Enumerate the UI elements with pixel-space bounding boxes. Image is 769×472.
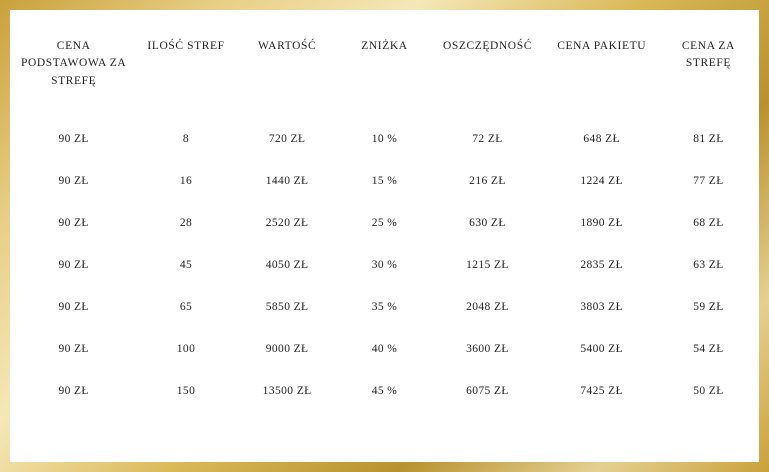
table-row: [10, 98, 759, 160]
table-row: [10, 370, 759, 412]
cell-package-price: 5400 ZŁ: [580, 342, 624, 355]
cell-base-price: 90 ZŁ: [58, 342, 89, 355]
column-header-discount: ZNIŻKA: [361, 40, 408, 52]
cell-discount: 30 %: [371, 258, 398, 271]
cell-package-price: 2835 ZŁ: [580, 258, 624, 271]
table-row: [10, 244, 759, 286]
column-header-base-price: CENA PODSTAWOWA ZA STREFĘ: [21, 40, 127, 87]
column-header-value: WARTOŚĆ: [257, 40, 317, 52]
cell-discount: 10 %: [371, 132, 398, 145]
cell-base-price: 90 ZŁ: [58, 216, 89, 229]
cell-price-per-zone: 54 ZŁ: [693, 342, 724, 355]
cell-savings: 6075 ZŁ: [466, 384, 509, 397]
cell-price-per-zone: 81 ZŁ: [693, 132, 724, 145]
cell-discount: 35 %: [371, 300, 398, 313]
cell-zone-count: 150: [176, 384, 196, 397]
pricing-table: [10, 10, 759, 412]
cell-zone-count: 16: [179, 174, 193, 187]
cell-base-price: 90 ZŁ: [58, 174, 89, 187]
cell-zone-count: 45: [179, 258, 193, 271]
cell-base-price: 90 ZŁ: [58, 258, 89, 271]
table-row: [10, 328, 759, 370]
cell-package-price: 3803 ZŁ: [580, 300, 624, 313]
cell-value: 13500 ZŁ: [262, 384, 312, 397]
column-header-zone-count: ILOŚĆ STREF: [147, 40, 225, 52]
table-header: [10, 10, 759, 98]
table-body: [10, 98, 759, 412]
document-page: [10, 10, 759, 462]
cell-value: 2520 ZŁ: [265, 216, 309, 229]
cell-discount: 25 %: [371, 216, 398, 229]
cell-price-per-zone: 50 ZŁ: [693, 384, 724, 397]
cell-savings: 2048 ZŁ: [466, 300, 509, 313]
cell-zone-count: 28: [179, 216, 193, 229]
cell-zone-count: 65: [179, 300, 193, 313]
cell-price-per-zone: 68 ZŁ: [693, 216, 724, 229]
cell-discount: 45 %: [371, 384, 398, 397]
table-header-row: [10, 10, 759, 98]
cell-package-price: 7425 ZŁ: [580, 384, 624, 397]
cell-base-price: 90 ZŁ: [58, 384, 89, 397]
cell-package-price: 648 ZŁ: [583, 132, 620, 145]
column-header-price-per-zone: CENA ZA STREFĘ: [681, 40, 735, 70]
cell-base-price: 90 ZŁ: [58, 132, 89, 145]
cell-value: 1440 ZŁ: [265, 174, 309, 187]
column-header-package-price: CENA PAKIETU: [557, 40, 647, 52]
cell-discount: 40 %: [371, 342, 398, 355]
cell-price-per-zone: 59 ZŁ: [693, 300, 724, 313]
cell-zone-count: 100: [176, 342, 196, 355]
cell-base-price: 90 ZŁ: [58, 300, 89, 313]
table-row: [10, 286, 759, 328]
table-row: [10, 202, 759, 244]
cell-savings: 1215 ZŁ: [466, 258, 509, 271]
cell-savings: 72 ZŁ: [472, 132, 503, 145]
table-row: [10, 160, 759, 202]
cell-package-price: 1890 ZŁ: [580, 216, 624, 229]
column-header-savings: OSZCZĘDNOŚĆ: [442, 40, 532, 52]
cell-value: 720 ZŁ: [268, 132, 306, 145]
cell-value: 9000 ZŁ: [265, 342, 309, 355]
cell-discount: 15 %: [371, 174, 398, 187]
cell-price-per-zone: 63 ZŁ: [693, 258, 724, 271]
cell-savings: 3600 ZŁ: [466, 342, 509, 355]
cell-price-per-zone: 77 ZŁ: [693, 174, 724, 187]
cell-value: 5850 ZŁ: [265, 300, 309, 313]
cell-savings: 630 ZŁ: [469, 216, 506, 229]
cell-savings: 216 ZŁ: [469, 174, 506, 187]
cell-value: 4050 ZŁ: [265, 258, 309, 271]
cell-package-price: 1224 ZŁ: [580, 174, 624, 187]
cell-zone-count: 8: [182, 132, 190, 145]
